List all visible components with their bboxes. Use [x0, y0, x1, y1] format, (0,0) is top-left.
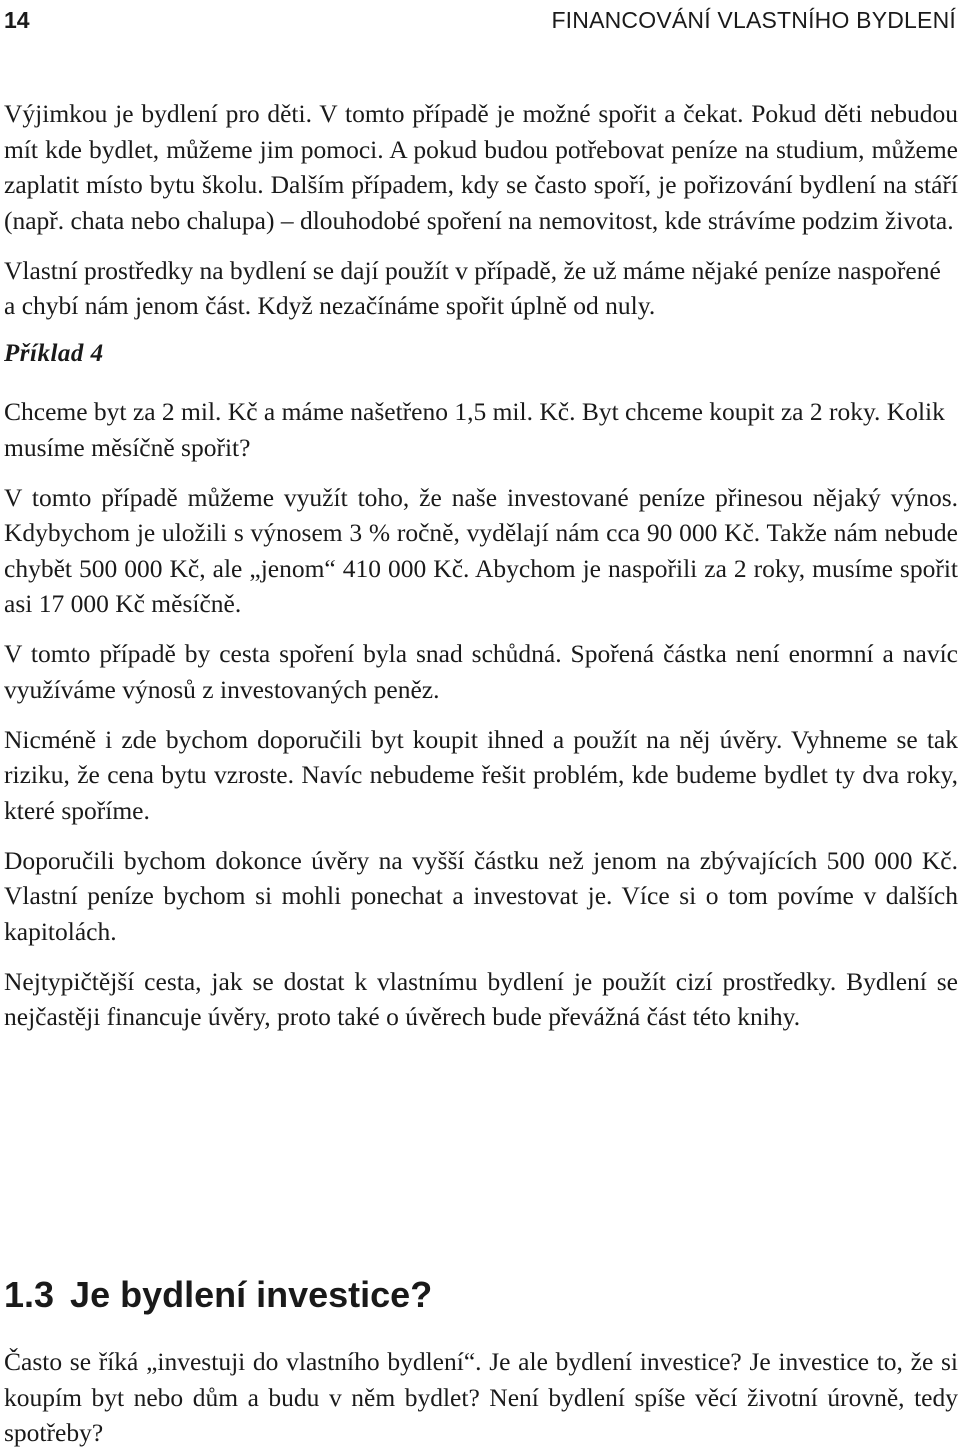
section-paragraph: Často se říká „investuji do vlastního bydlení“. Je ale bydlení investice? Je investice to, že si koupím byt nebo dům a budu v něm bydlet? Není bydlení spíše věcí životní úrovně, tedy spotřeby? [4, 1347, 958, 1447]
section-number: 1.3 [4, 1274, 55, 1315]
body-text [4, 96, 958, 1049]
example-heading: Příklad 4 [4, 340, 104, 367]
paragraph-example-savings-path: V tomto případě by cesta spoření byla snad schůdná. Spořená částka není enormní a navíc využíváme výnosů z investovaných peněz. [4, 639, 958, 704]
section-title: Je bydlení investice? [70, 1274, 433, 1315]
paragraph-children-housing: Výjimkou je bydlení pro děti. V tomto případě je možné spořit a čekat. Pokud děti nebudou mít kde bydlet, můžeme jim pomoci. A pokud budou potřebovat peníze na studium, můžeme zaplatit místo bytu školu. Dalším případem, kdy se často spoří, je pořizování bydlení na stáří (např. chata nebo chalupa) – dlouhodobé spoření na nemovitost, kde strávíme podzim života. [4, 99, 958, 235]
running-title: FINANCOVÁNÍ VLASTNÍHO BYDLENÍ [551, 7, 956, 33]
paragraph-example-higher-loan: Doporučili bychom dokonce úvěry na vyšší částku než jenom na zbývajících 500 000 Kč. Vlastní peníze bychom si mohli ponechat a investovat je. Více si o tom povíme v dalších kapitolách. [4, 845, 958, 946]
paragraph-typical-path: Nejtypičtější cesta, jak se dostat k vlastnímu bydlení je použít cizí prostředky. Bydlení se nejčastěji financuje úvěry, proto také o úvěrech bude převážná část této knihy. [4, 966, 958, 1031]
section-heading [4, 1270, 432, 1320]
page-number: 14 [4, 7, 30, 33]
paragraph-example-question: Chceme byt za 2 mil. Kč a máme našetřeno 1,5 mil. Kč. Byt chceme koupit za 2 roky. Kolik musíme měsíčně spořit? [4, 397, 945, 462]
running-header [4, 2, 956, 38]
paragraph-example-recommend-loan: Nicméně i zde bychom doporučili byt koupit ihned a použít na něj úvěry. Vyhneme se tak riziku, že cena bytu vzroste. Navíc nebudeme řešit problém, kde budeme bydlet ty dva roky, které spoříme. [4, 724, 958, 825]
paragraph-example-calculation: V tomto případě můžeme využít toho, že naše investované peníze přinesou nějaký výnos. Kdybychom je uložili s výnosem 3 % ročně, vydělají nám cca 90 000 Kč. Takže nám nebude chybět 500 000 Kč, ale „jenom“ 410 000 Kč. Abychom je naspořili za 2 roky, musíme spořit asi 17 000 Kč měsíčně. [4, 482, 958, 618]
paragraph-own-funds: Vlastní prostředky na bydlení se dají použít v případě, že už máme nějaké peníze naspořené a chybí nám jenom část. Když nezačínáme spořit úplně od nuly. [4, 255, 941, 320]
